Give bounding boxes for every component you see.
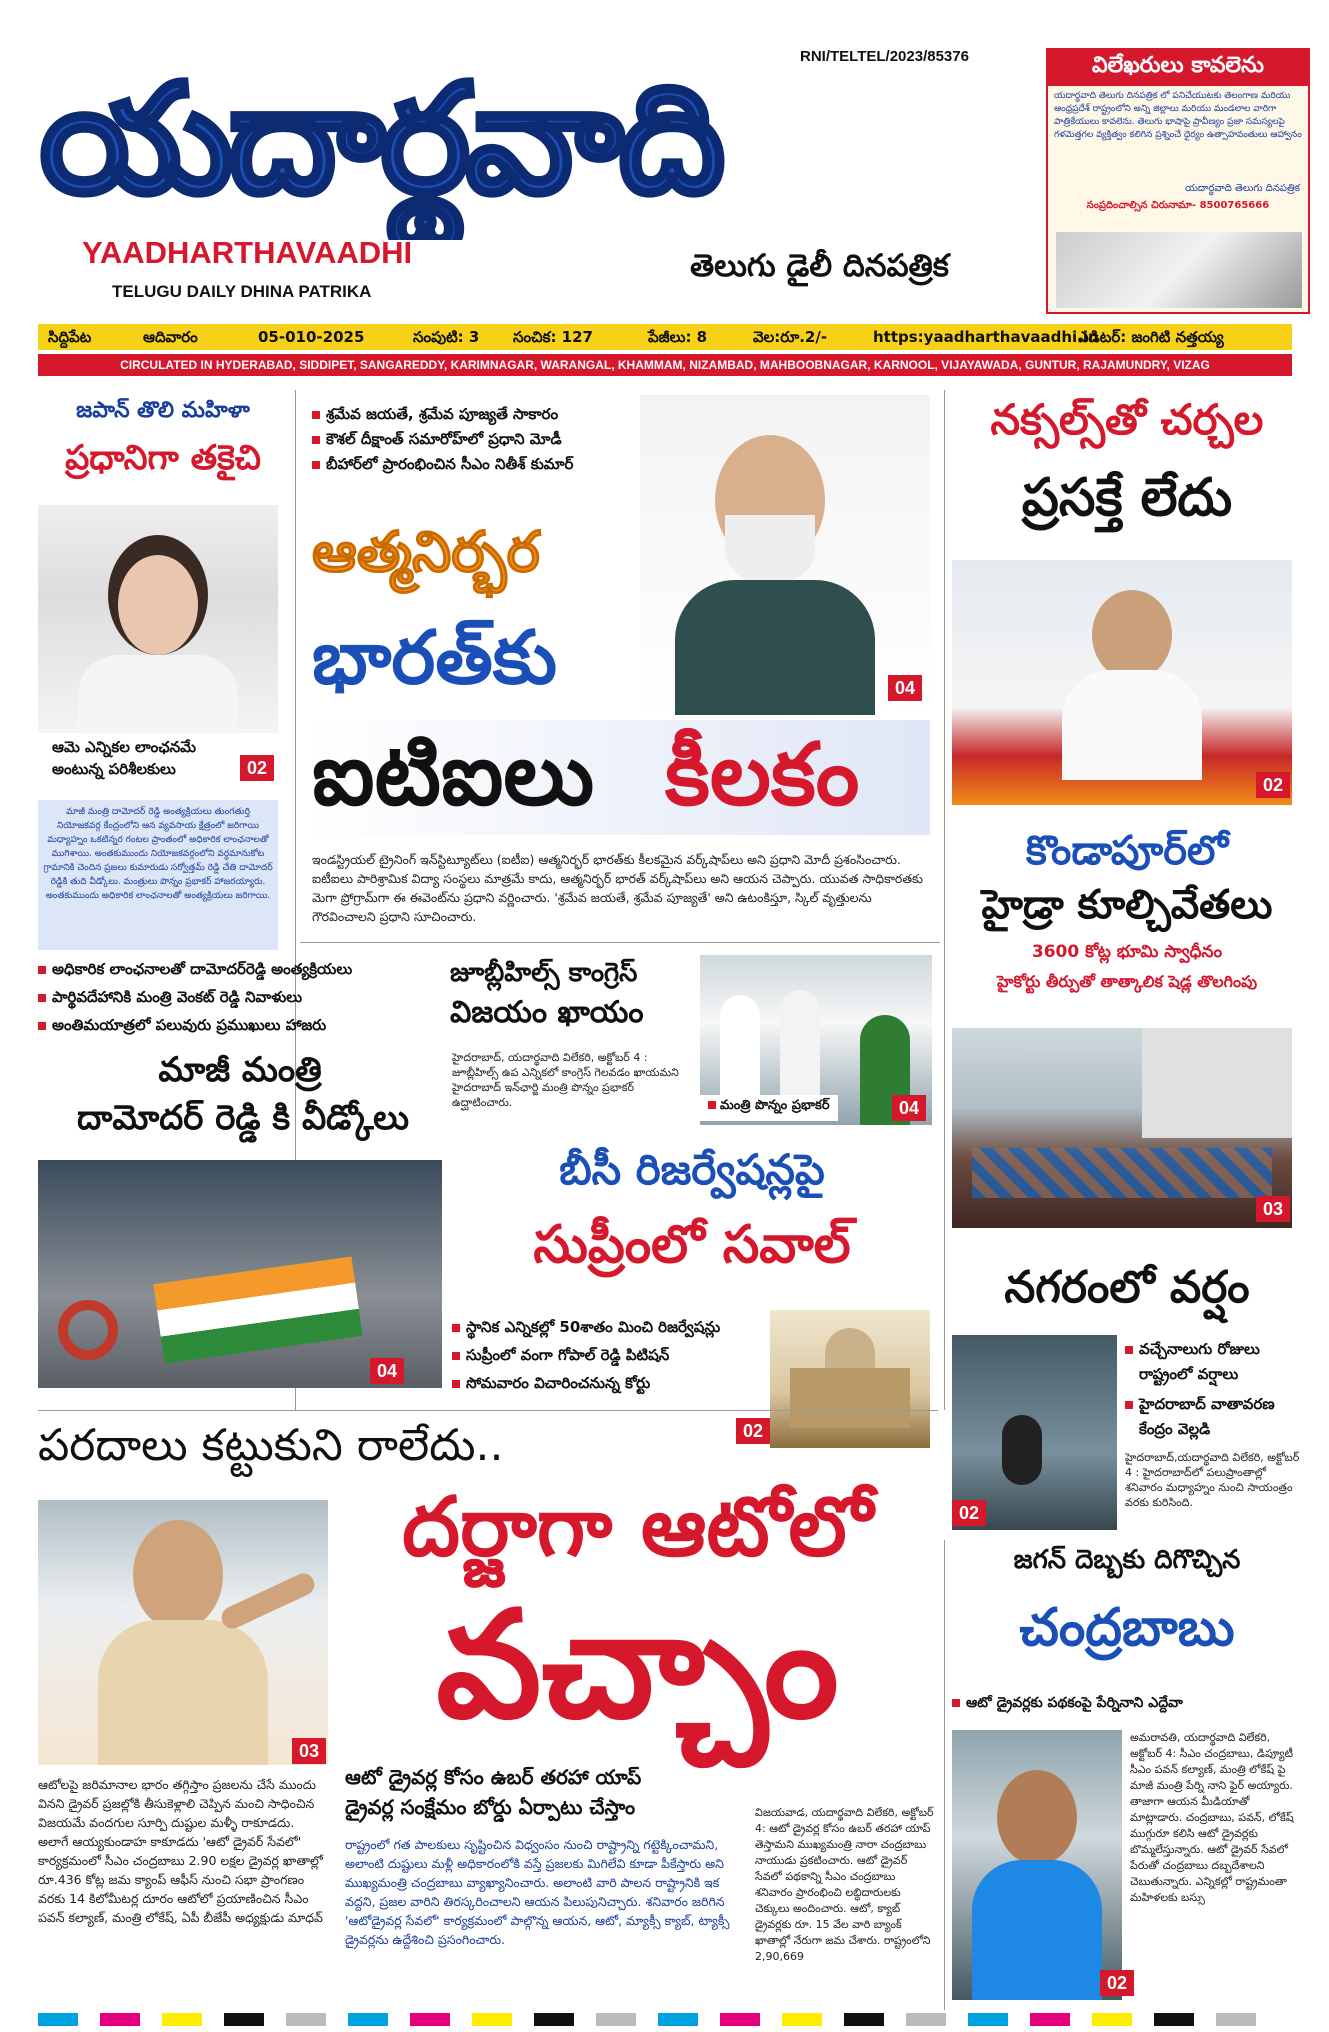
bc-headline-1: బీసీ రిజర్వేషన్లపై [559, 1145, 825, 1194]
dateline-day: ఆదివారం [143, 328, 198, 346]
hydra-sub-1: 3600 కోట్ల భూమి స్వాధీనం [1031, 942, 1223, 962]
modi-page-ref: 04 [888, 675, 922, 701]
jagan-kicker: జగన్ దెబ్బకు దిగొచ్చిన [1013, 1545, 1241, 1575]
naidu-mid-body: రాష్ట్రంలో గత పాలకులు సృష్టించిన విధ్వంసం నుంచి రాష్ట్రాన్ని గట్టెక్కించామని, అలాంటి దుష్టులు మళ్లీ అధికారంలోకి వస్తే ప్రజలకు మిగిలేవి కూడా పీకేస్తారు అని ముఖ్యమంత్రి చంద్రబాబు వ్యాఖ్యానించారు. అలాంటి వారి పాలన రాష్ట్రానికి ఇక వద్దని, ప్రజల వారిని తిరస్కరించాలని ఆయన పిలుపునిచ్చారు. శనివారం జరిగిన 'ఆటోడ్రైవర్ల సేవలో' కార్యక్రమంలో పాల్గొన్న ఆయన, ఆటో, మ్యాక్సీ క్యాబ్, ట్యాక్సీ డ్రైవర్లను ఉద్దేశించి ప్రసంగించారు. [345, 1837, 730, 1947]
column-divider [944, 1540, 945, 2010]
modi-photo [640, 395, 930, 715]
dateline-date: 05-010-2025 [258, 328, 365, 346]
jagan-page-ref: 02 [1100, 1970, 1134, 1996]
jubilee-story-body: హైదరాబాద్, యదార్థవాది విలేకరి, అక్టోబర్ 4 : జూబ్లీహిల్స్ ఉప ఎన్నికలో కాంగ్రెస్ గెలవడం ఖాయమని హైదరాబాద్ ఇన్‌ఛార్జి మంత్రి పొన్నం ప్రభాకర్ ఉద్ఘాటించారు. [452, 1051, 679, 1109]
japan-page-ref: 02 [240, 755, 274, 781]
circulation-bar: CIRCULATED IN HYDERABAD, SIDDIPET, SANGAREDDY, KARIMNAGAR, WARANGAL, KHAMMAM, NIZAMBAD, MAHBOOBNAGAR, KARNOOL, VIJAYAWADA, GUNTUR, RAJAMUNDRY, VIZAG [38, 354, 1292, 376]
jubilee-caption-text: మంత్రి పొన్నం ప్రభాకర్ [720, 1098, 830, 1113]
damodar-bullet: పార్థివదేహానికి మంత్రి వెంకట్ రెడ్డి నివాళులు [38, 988, 468, 1010]
ad-body: యదార్థవాది తెలుగు దినపత్రిక లో పనిచేయుటకు తెలంగాణ మరియు ఆంధ్రప్రదేశ్ రాష్ట్రంలోని అన్ని జిల్లాలు మరియు మండలాల వారిగా పాత్రికేయులు కావలెను. తెలుగు భాషాపై ప్రావీణ్యం ప్రజా సమస్యలపై గళమెత్తగల వ్యక్తిత్వం కలిగిన ప్రశ్నించే ధైర్యం ఉత్సాహవంతులు ఆహ్వానం [1054, 91, 1302, 140]
damodar-headline-1: మాజీ మంత్రి [158, 1050, 322, 1090]
hydra-demolition-photo [952, 1028, 1292, 1228]
rain-story-body: హైదరాబాద్,యదార్థవాది విలేకరి, అక్టోబర్ 4 : హైదరాబాద్‌లో పలుప్రాంతాల్లో శనివారం మధ్యాహ్నం నుంచి సాయంత్రం వరకు కురిసింది. [1125, 1451, 1300, 1509]
jubilee-caption [700, 1095, 838, 1121]
masthead-subtitle-english: TELUGU DAILY DHINA PATRIKA [112, 282, 372, 301]
bc-bullet: సుప్రీంలో వంగా గోపాల్ రెడ్డి పిటిషన్ [452, 1346, 762, 1368]
dateline-website[interactable]: https:yaadharthavaadhi.in [873, 328, 1099, 346]
hydra-headline-2: హైడ్రా కూల్చివేతలు [981, 882, 1273, 928]
masthead-logo: యదార్థవాది [40, 53, 721, 227]
bc-page-ref: 02 [736, 1418, 770, 1444]
japan-kicker: జపాన్ తొలి మహిళా [76, 398, 250, 423]
damodar-bullet: అంతిమయాత్రలో పలువురు ప్రముఖులు హాజరు [38, 1016, 468, 1038]
hydra-headline-1: కొండాపూర్‌లో [1025, 828, 1229, 874]
rain-bullet: వచ్చేనాలుగు రోజులు [1125, 1340, 1305, 1362]
takaichi-photo [38, 505, 278, 733]
rain-bullet-cont: కేంద్రం వెల్లడి [1139, 1420, 1211, 1438]
naidu-page-ref: 03 [292, 1738, 326, 1764]
japan-caption-2: అంటున్న పరిశీలకులు [52, 760, 176, 778]
bc-headline-2: సుప్రీంలో సవాల్ [533, 1215, 851, 1275]
naidu-sub-1: ఆటో డ్రైవర్ల కోసం ఉబర్ తరహా యాప్ [345, 1765, 642, 1789]
perni-nani-photo [952, 1730, 1122, 2000]
modi-story-body: ఇండస్ట్రియల్ ట్రైనింగ్ ఇన్‌స్టిట్యూట్‌లు (ఐటీఐ) ఆత్మనిర్భర్ భారత్‌కు కీలకమైన వర్క్‌షాప్‌లు అని ప్రధాని మోదీ ప్రశంసించారు. ఐటీఐలు పారిశ్రామిక విద్యా సంస్థలు మాత్రమే కాదు, ఆత్మనిర్భర్ భారత్ వర్క్‌షాప్‌లు అని ఆయన చెప్పారు. యువత సాధికారతకు మెగా ప్రోగ్రామ్‌గా ఈ ఈవెంట్‌ను ప్రధాని వర్ణించారు. 'శ్రమేవ జయతే, శ్రమేవ పూజ్యతే' అని ఉటంకిస్తూ, స్కిల్ వృత్తులను గౌరవించాలని ప్రధాని సూచించారు. [312, 852, 923, 924]
color-registration-bar [38, 2012, 1292, 2026]
damodar-page-ref: 04 [370, 1358, 404, 1384]
jubilee-headline-2: విజయం ఖాయం [450, 995, 644, 1030]
dateline-price: వెల:రూ.2/- [753, 328, 828, 346]
modi-headline-3a: ఐటిఐలు [312, 725, 595, 825]
naidu-headline-1: దర్జాగా ఆటోలో [402, 1480, 873, 1575]
dateline-pages: పేజీలు: 8 [648, 328, 708, 346]
ad-signature: యదార్థవాది తెలుగు దినపత్రిక [1185, 183, 1300, 194]
jagan-headline: చంద్రబాబు [1019, 1598, 1235, 1658]
modi-bullet: కౌశల్ దీక్షాంత్ సమారోహ్‌లో ప్రధాని మోడీ [312, 430, 702, 452]
shah-headline-2: ప్రసక్తే లేదు [1021, 468, 1233, 528]
damodar-headline-2: దామోదర్ రెడ్డి కి వీడ్కోలు [76, 1098, 410, 1138]
dateline-editor: ఎడిటర్: జంగిటి నత్తయ్య [1078, 328, 1224, 346]
damodar-bullet: అధికారిక లాంఛనాలతో దామోదర్‌రెడ్డి అంత్యక్రియలు [38, 960, 468, 982]
jubilee-page-ref: 04 [892, 1095, 926, 1121]
naidu-headline-2: వచ్చాం [436, 1579, 839, 1751]
hydra-page-ref: 03 [1256, 1196, 1290, 1222]
bc-bullet: సోమవారం విచారించనున్న కోర్టు [452, 1374, 762, 1396]
ad-contact: సంప్రదించాల్సిన చిరునామా- 8500765666 [1086, 200, 1270, 211]
amit-shah-photo [952, 560, 1292, 805]
recruitment-ad [1046, 48, 1310, 314]
masthead-subtitle-telugu: తెలుగు డైలీ దినపత్రిక [690, 248, 949, 284]
damodar-photo [38, 1160, 442, 1388]
japan-caption-1: ఆమె ఎన్నికల లాంఛనమే [52, 738, 197, 756]
modi-headline-3b: కీలకం [665, 725, 860, 825]
masthead-name-english: YAADHARTHAVAADHI [82, 235, 413, 270]
modi-headline-2: భారత్‌కు [312, 615, 558, 701]
naidu-kicker: పరదాలు కట్టుకుని రాలేదు.. [38, 1420, 504, 1471]
japan-headline: ప్రధానిగా తకైచి [65, 438, 261, 478]
damodar-notice: మాజీ మంత్రి దామోదర్ రెడ్డి అంత్యక్రియలు తుంగతుర్తి నియోజకవర్గ కేంద్రంలోని ఆన వ్యవసాయ క్షేత్రంలో జరిగాయి మధ్యాహ్నం ఒకటిన్నర గంటల ప్రాంతంలో అధికారిక లాంఛనాలతో ముగిశాయి. అంతకుముందు నియోజకవర్గంలోని వర్ధమానుకోట గ్రామానికి చెందిన ప్రజలు కుమారుడు సర్వోత్తమ్ రెడ్డి చేతి దామోదర్ రెడ్డికి తుది వీడ్కోలు. మంత్రులు పొన్నం ప్రభాకర్ హాజరయ్యారు. అంతకుముందు అధికారిక లాంఛనాలతో అంత్యక్రియలు జరిగాయి. [38, 800, 278, 950]
ad-photo [1056, 232, 1302, 308]
dateline-volume: సంపుటి: 3 [413, 328, 480, 346]
modi-headline-1: ఆత్మనిర్భర [312, 520, 540, 585]
rain-page-ref: 02 [952, 1500, 986, 1526]
modi-bullet: శ్రమేవ జయతే, శ్రమేవ పూజ్యతే సాకారం [312, 405, 702, 427]
dateline-issue: సంచిక: 127 [513, 328, 593, 346]
supreme-court-photo [770, 1310, 930, 1448]
jagan-story-body: అమరావతి, యదార్థవాది విలేకరి, అక్టోబర్ 4: సీఎం చంద్రబాబు, డిప్యూటీ సీఎం పవన్ కల్యాణ్, మంత్రి లోకేష్ పై మాజీ మంత్రి పేర్ని నాని ఫైర్ అయ్యారు. తాజాగా ఆయన మీడియాతో మాట్లాడారు. చంద్రబాబు, పవన్, లోకేష్ ముగ్గురూ కలిసి ఆటో డ్రైవర్లకు బొమ్మలేస్తున్నారు. ఆటో డ్రైవర్ సేవలో పేరుతో చంద్రబాబు దబ్బదేశాలని చెబుతున్నారు. ఎన్నికల్లో రాష్ట్రమంతా మహిళలకు బస్సు [1130, 1731, 1294, 1904]
naidu-left-body: ఆటోలపై జరిమానాల భారం తగ్గిస్తాం ప్రజలను చేసే ముందు వినని డ్రైవర్ ప్రజల్లోకి తీసుకెళ్లాలి చెప్పిన మంచి సాధించిన విజయమే వందగుల సూర్పి దుష్టుల మళ్ళీ రాకూడదు. అలాగే ఆయ్యకుండాహ కాకూడదు 'ఆటో డ్రైవర్ సేవలో' కార్యక్రమంలో సీఎం చంద్రబాబు 2.90 లక్షల డ్రైవర్ల ఖాతాల్లో రూ.436 కోట్ల జమ క్యాంప్ ఆఫీస్ నుంచి సభా ప్రాంగణం వరకు 14 కిలోమీటర్ల దూరం ఆటోలో ప్రయాణించిన సీఎం పవన్ కల్యాణ్, మంత్రి లోకేష్, ఏపీ బీజేపీ అధ్యక్షుడు మాధవ్ [38, 1777, 323, 1925]
naidu-photo [38, 1500, 328, 1765]
registration-number: RNI/TELTEL/2023/85376 [800, 48, 969, 65]
column-divider [944, 390, 945, 1410]
shah-page-ref: 02 [1256, 772, 1290, 798]
dateline-bar [38, 324, 1292, 350]
naidu-right-body: విజయవాడ, యదార్థవాది విలేకరి, అక్టోబర్ 4: ఆటో డ్రైవర్ల కోసం ఉబర్ తరహా యాప్ తెస్తామని ముఖ్యమంత్రి నారా చంద్రబాబు నాయుడు ప్రకటించారు. ఆటో డ్రైవర్ సేవలో పథకాన్ని సీఎం చంద్రబాబు శనివారం ప్రారంభించి లబ్ధిదారులకు చెక్కులు అందించారు. ఆటో, క్యాబ్ డ్రైవర్లకు రూ. 15 వేల వారి బ్యాంక్ ఖాతాల్లో నేరుగా జమ చేశారు. రాష్ట్రంలోని 2,90,669 [755, 1806, 934, 1963]
modi-bullet: బీహార్‌లో ప్రారంభించిన సీఎం నితీశ్ కుమార్ [312, 455, 702, 477]
rain-bullet: హైదరాబాద్ వాతావరణ [1125, 1395, 1305, 1417]
naidu-sub-2: డ్రైవర్ల సంక్షేమం బోర్డు ఏర్పాటు చేస్తాం [345, 1795, 636, 1819]
shah-headline-1: నక్సల్స్‌తో చర్చల [990, 395, 1264, 444]
hydra-sub-2: హైకోర్టు తీర్పుతో తాత్కాలిక షెడ్ల తొలగింపు [996, 972, 1258, 991]
divider [38, 1410, 938, 1411]
bc-bullet: స్థానిక ఎన్నికల్లో 50శాతం మించి రిజర్వేషన్లు [452, 1318, 762, 1340]
dateline-place: సిద్దిపేట [48, 328, 92, 346]
rain-headline: నగరంలో వర్షం [1004, 1262, 1250, 1313]
ad-title: విలేఖరులు కావలెను [1048, 50, 1308, 86]
jubilee-headline-1: జూబ్లీహిల్స్ కాంగ్రెస్ [450, 958, 638, 988]
rain-bullet-cont: రాష్ట్రంలో వర్షాలు [1139, 1365, 1239, 1383]
jagan-bullet: ఆటో డ్రైవర్లకు పథకంపై పేర్నినాని ఎద్దేవా [952, 1695, 1302, 1714]
divider [300, 942, 940, 943]
